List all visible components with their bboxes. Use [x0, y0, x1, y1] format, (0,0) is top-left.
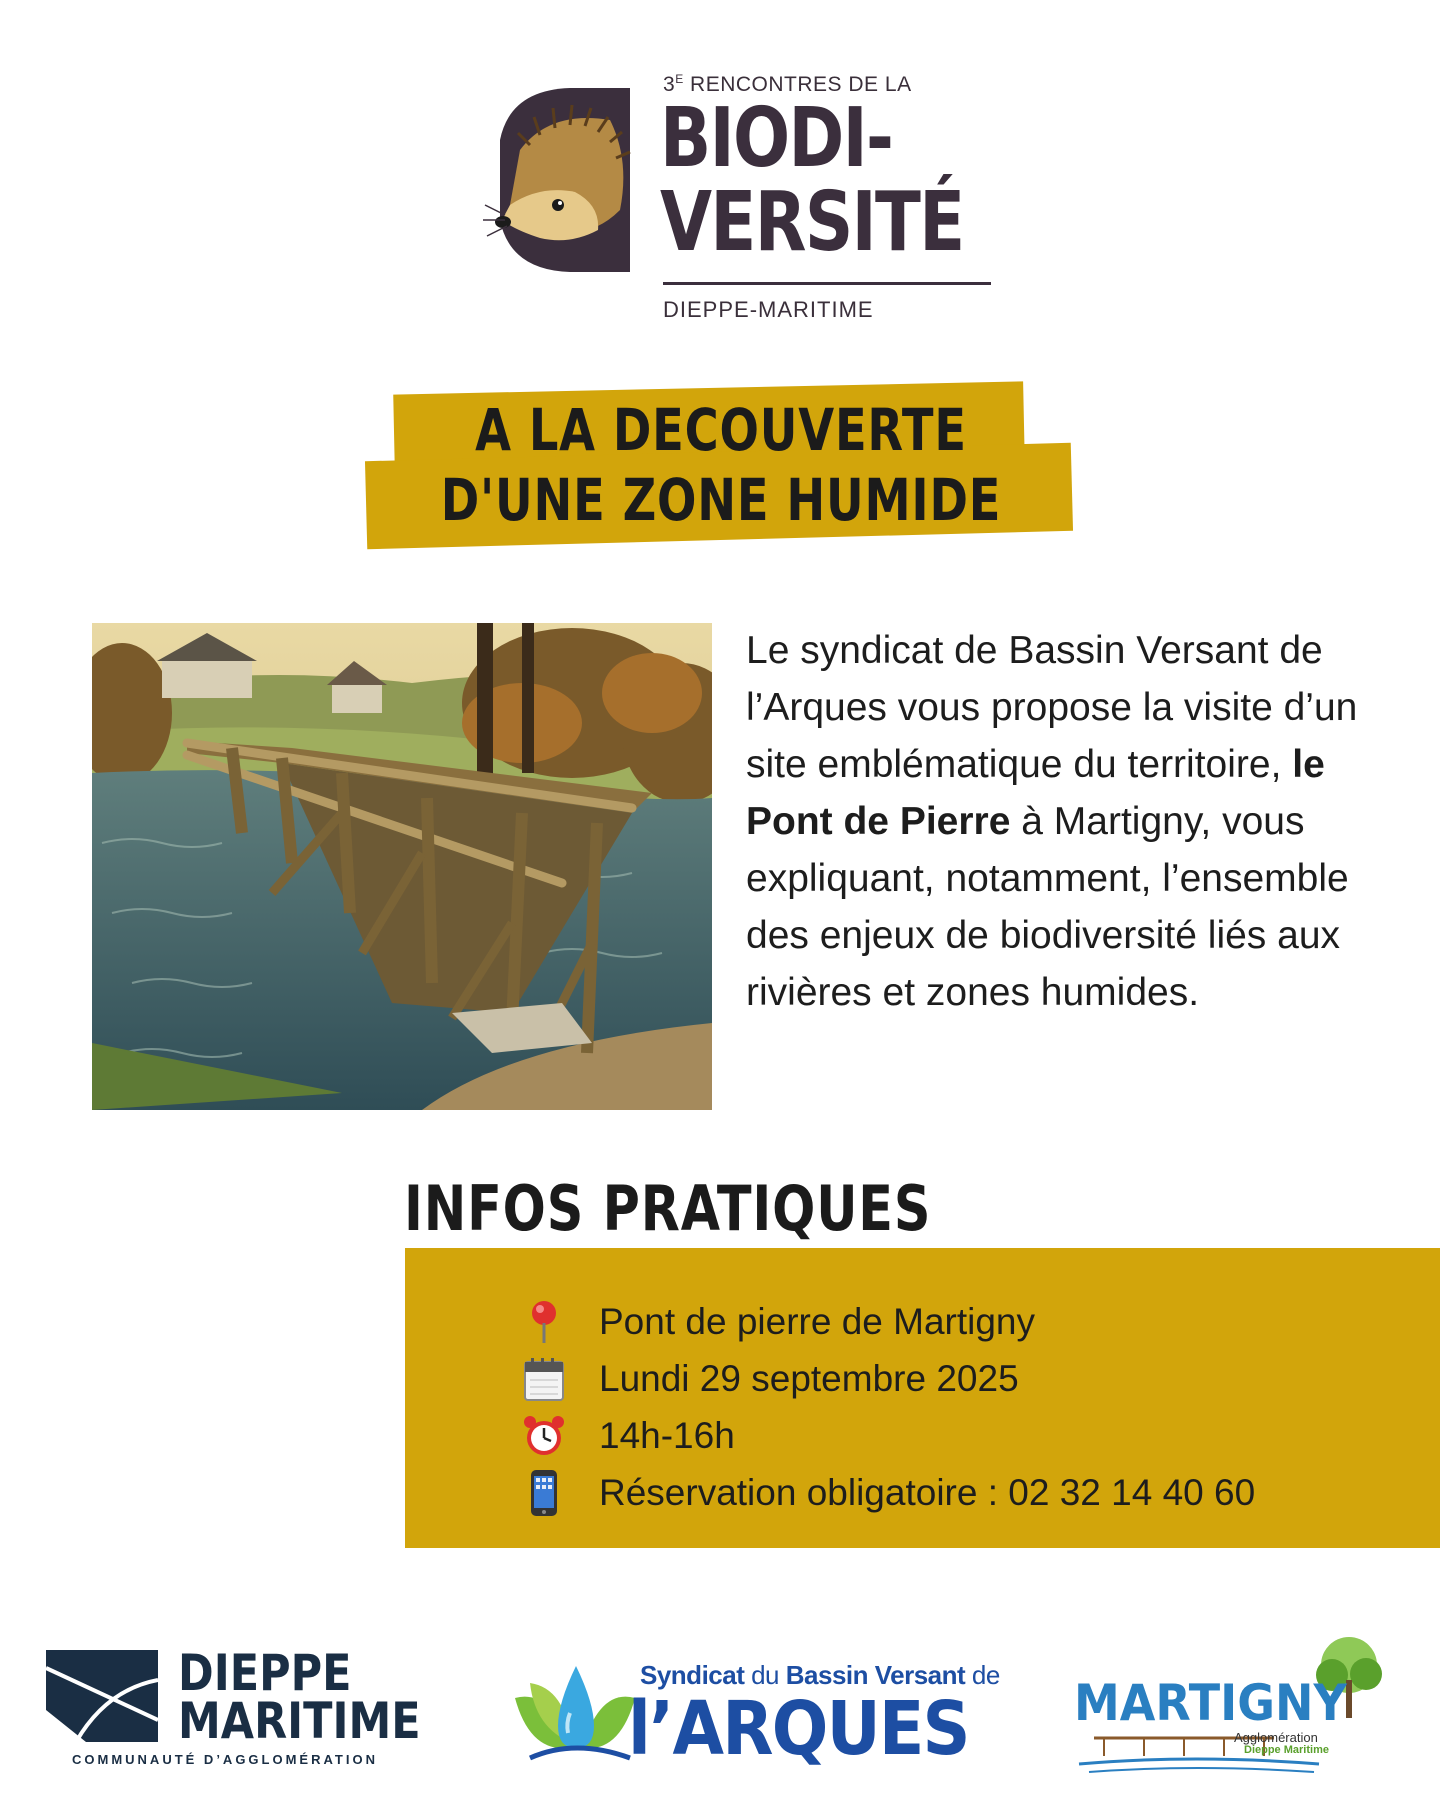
description-text-1: Le syndicat de Bassin Versant de l’Arques vous propose la visite d’un site emblématique du territoire,	[746, 629, 1358, 786]
dieppe-word: DIEPPE	[178, 1644, 352, 1702]
logo-divider	[663, 282, 991, 285]
syndicat-line2: l’ARQUES	[628, 1686, 969, 1772]
syndicat-arques-logo	[510, 1650, 1000, 1772]
infos-title: INFOS PRATIQUES	[404, 1172, 932, 1245]
mobile-phone-icon	[519, 1468, 569, 1518]
bridge-illustration	[92, 623, 712, 1110]
logo-kicker: $3^E$ RENCONTRES DE LA	[663, 72, 912, 96]
water-drop-leaves-icon	[510, 1658, 640, 1770]
description-location-bold: le Pont de Pierre	[746, 743, 1325, 843]
infos-box	[405, 1248, 1440, 1548]
dieppe-maritime-logo	[46, 1644, 426, 1770]
info-item-text: Lundi 29 septembre 2025	[599, 1358, 1019, 1399]
syndicat-line1: Syndicat du Bassin Versant de	[640, 1660, 1000, 1690]
dieppe-subtitle: COMMUNAUTÉ D’AGGLOMÉRATION	[72, 1752, 378, 1767]
calendar-icon	[519, 1354, 569, 1404]
dieppe-maritime-mark-icon	[46, 1650, 158, 1742]
logo-word-line2: VERSITÉ	[660, 175, 964, 270]
description-text-2: à Martigny, vous expliquant, notamment, l’ensemble des enjeux de biodiversité liés aux rivières et zones humides.	[746, 800, 1349, 1014]
martigny-sub2: Dieppe Maritime	[1244, 1744, 1329, 1756]
banner-title-line2: D'UNE ZONE HUMIDE	[440, 466, 1002, 534]
maritime-word: MARITIME	[178, 1692, 421, 1750]
alarm-clock-icon	[519, 1411, 569, 1461]
banner-title-line1: A LA DECOUVERTE	[475, 396, 967, 464]
info-item-time	[519, 1410, 735, 1462]
info-item-text: Réservation obligatoire : 02 32 14 40 60	[599, 1472, 1256, 1513]
bridge-illustration-svg	[92, 623, 712, 1110]
event-description	[746, 622, 1366, 1021]
pushpin-icon	[519, 1297, 569, 1347]
martigny-word: MARTIGNY	[1074, 1674, 1347, 1732]
info-item-location	[519, 1296, 1035, 1348]
hedgehog-icon	[480, 80, 640, 280]
martigny-logo	[1074, 1630, 1404, 1780]
event-logo	[480, 68, 1000, 328]
title-banner	[366, 388, 1076, 558]
info-item-text: 14h-16h	[599, 1415, 735, 1456]
info-item-text: Pont de pierre de Martigny	[599, 1301, 1036, 1342]
logo-place: DIEPPE-MARITIME	[663, 297, 874, 322]
logo-word-line1: BIODI-	[660, 91, 893, 186]
martigny-sub1: Agglomération	[1234, 1730, 1318, 1745]
info-item-date	[519, 1353, 1019, 1405]
info-item-booking	[519, 1467, 1255, 1519]
